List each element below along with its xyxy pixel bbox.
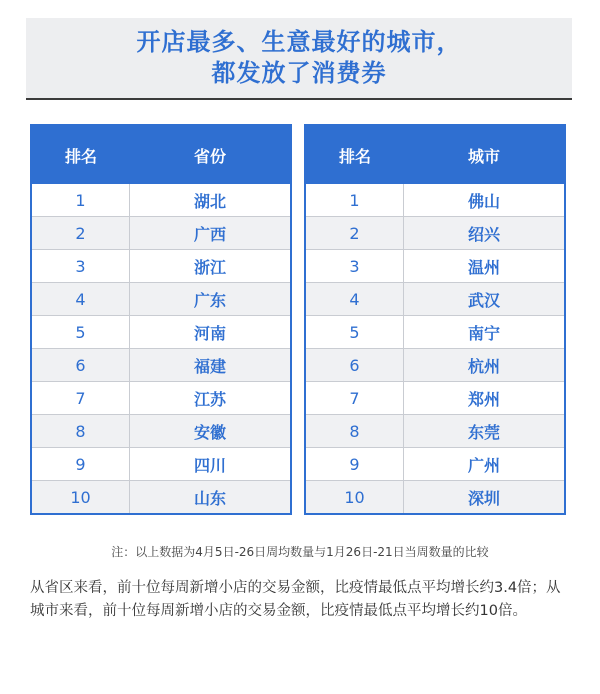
- rank-cell: 4: [32, 283, 130, 315]
- rank-cell: 10: [32, 481, 130, 513]
- province-header: 省份: [193, 146, 226, 166]
- city-table-header: [306, 126, 564, 184]
- table-row: [32, 184, 290, 216]
- rank-cell: 1: [306, 184, 404, 216]
- table-row: [32, 216, 290, 249]
- table-row: [32, 315, 290, 348]
- rank-header: 排名: [64, 146, 97, 166]
- table-row: [306, 184, 564, 216]
- table-row: [32, 447, 290, 480]
- rank-cell: 7: [32, 382, 130, 414]
- table-row: [32, 282, 290, 315]
- table-row: [306, 480, 564, 513]
- rank-cell: 8: [306, 415, 404, 447]
- city-cell: 温州: [467, 257, 500, 277]
- rank-header: 排名: [338, 146, 371, 166]
- province-cell: 湖北: [193, 191, 226, 211]
- province-cell: 江苏: [193, 389, 226, 409]
- rank-cell: 5: [32, 316, 130, 348]
- table-row: [306, 282, 564, 315]
- rank-cell: 9: [32, 448, 130, 480]
- table-row: [306, 447, 564, 480]
- city-cell: 东莞: [467, 422, 500, 442]
- table-row: [306, 249, 564, 282]
- province-cell: 广西: [193, 224, 226, 244]
- table-row: [306, 414, 564, 447]
- footnote: 注：以上数据为4月5日-26日周均数量与1月26日-21日当周数量的比较: [111, 545, 489, 559]
- rank-cell: 6: [306, 349, 404, 381]
- province-cell: 河南: [193, 323, 226, 343]
- table-row: [306, 381, 564, 414]
- city-cell: 广州: [467, 455, 500, 475]
- table-row: [32, 480, 290, 513]
- city-cell: 南宁: [467, 323, 500, 343]
- city-header: 城市: [467, 146, 500, 166]
- table-row: [32, 381, 290, 414]
- city-cell: 绍兴: [467, 224, 500, 244]
- city-cell: 郑州: [467, 389, 500, 409]
- rank-cell: 4: [306, 283, 404, 315]
- city-cell: 武汉: [467, 290, 500, 310]
- rank-cell: 3: [32, 250, 130, 282]
- city-cell: 佛山: [467, 191, 500, 211]
- table-row: [32, 249, 290, 282]
- table-row: [306, 348, 564, 381]
- rank-cell: 8: [32, 415, 130, 447]
- city-ranking-table: [304, 124, 566, 515]
- rank-cell: 9: [306, 448, 404, 480]
- city-cell: 深圳: [467, 488, 500, 508]
- rank-cell: 2: [32, 217, 130, 249]
- province-cell: 福建: [193, 356, 226, 376]
- table-row: [32, 414, 290, 447]
- city-cell: 杭州: [467, 356, 500, 376]
- table-row: [32, 348, 290, 381]
- province-cell: 广东: [193, 290, 226, 310]
- rank-cell: 7: [306, 382, 404, 414]
- rank-cell: 2: [306, 217, 404, 249]
- rank-cell: 3: [306, 250, 404, 282]
- title-line-1: 开店最多、生意最好的城市，: [136, 28, 462, 56]
- province-cell: 浙江: [193, 257, 226, 277]
- rank-cell: 5: [306, 316, 404, 348]
- table-row: [306, 216, 564, 249]
- province-cell: 山东: [193, 488, 226, 508]
- summary-paragraph: 从省区来看，前十位每周新增小店的交易金额，比疫情最低点平均增长约3.4倍；从城市来看，前十位每周新增小店的交易金额，比疫情最低点平均增长约10倍。: [30, 580, 561, 619]
- rank-cell: 6: [32, 349, 130, 381]
- title-line-2: 都发放了消费券: [211, 59, 387, 87]
- rank-cell: 1: [32, 184, 130, 216]
- province-cell: 四川: [193, 455, 226, 475]
- rank-cell: 10: [306, 481, 404, 513]
- province-table-header: [32, 126, 290, 184]
- province-cell: 安徽: [193, 422, 226, 442]
- province-ranking-table: [30, 124, 292, 515]
- title-banner: [26, 18, 572, 100]
- table-row: [306, 315, 564, 348]
